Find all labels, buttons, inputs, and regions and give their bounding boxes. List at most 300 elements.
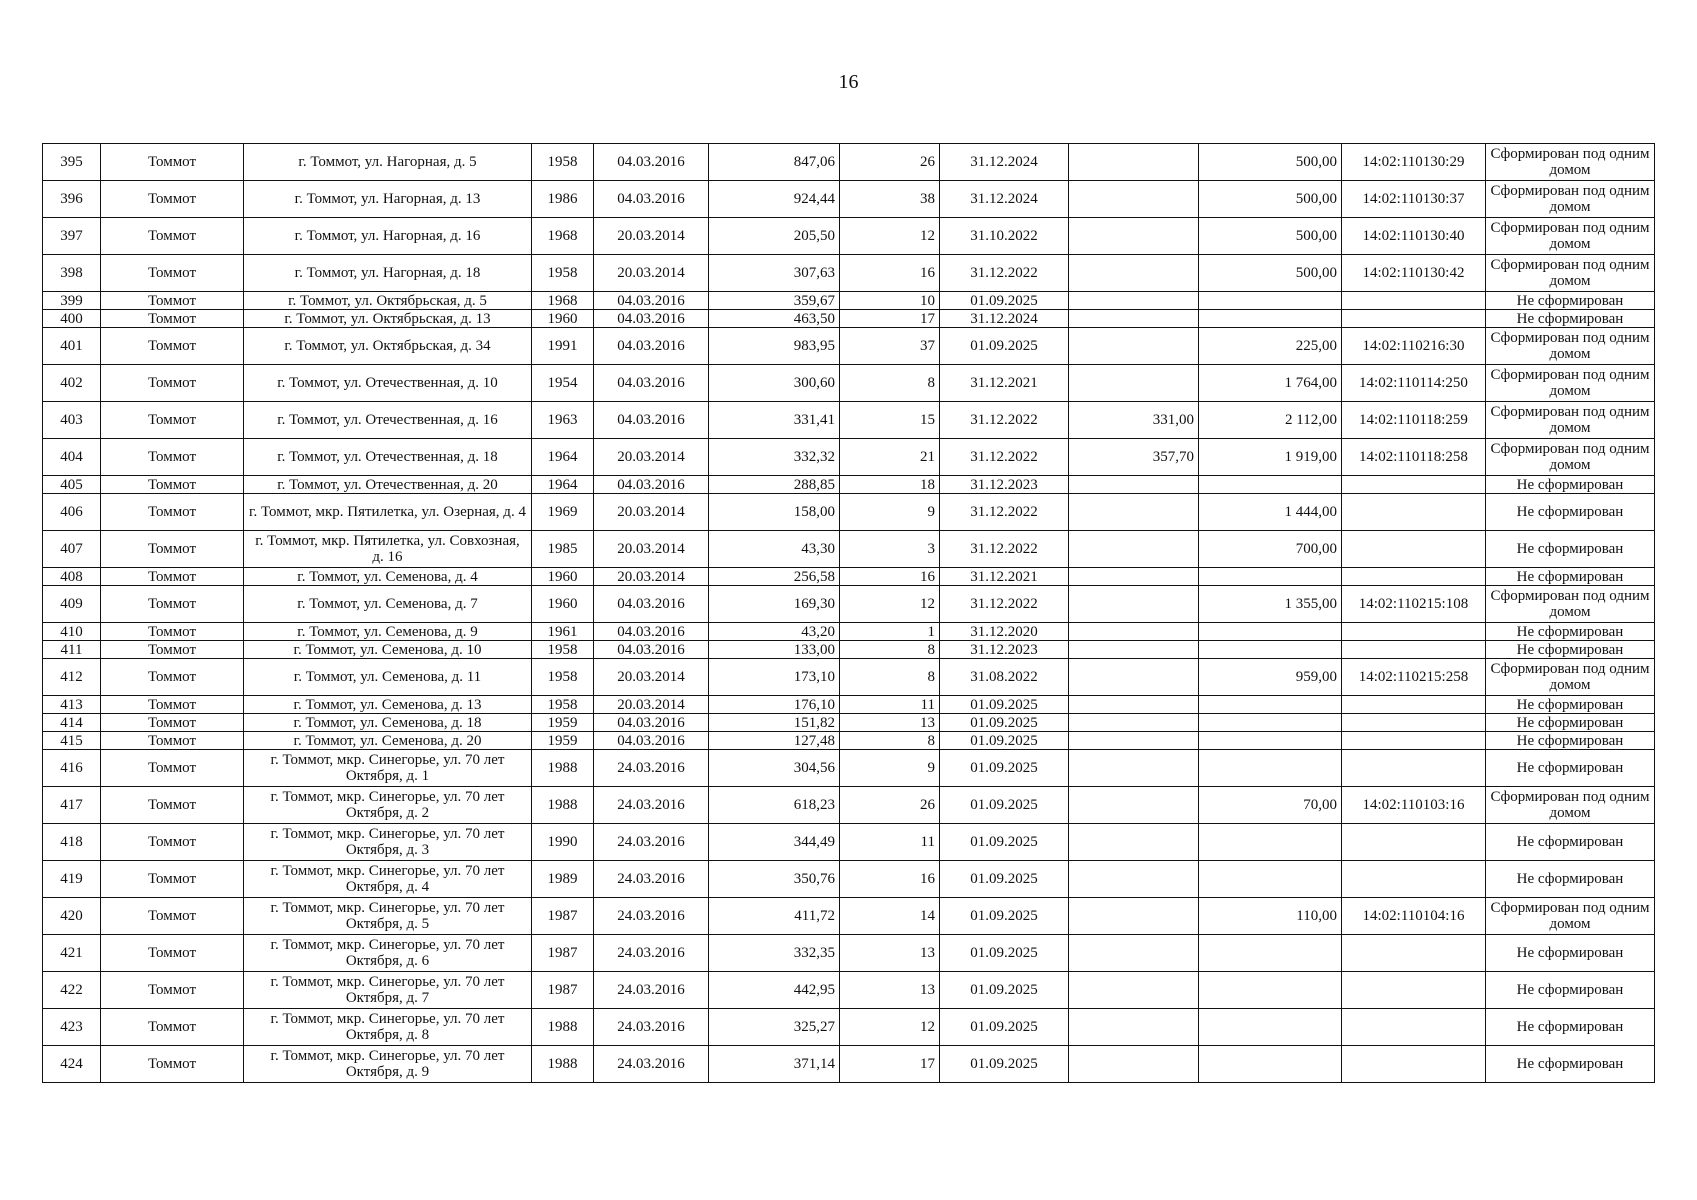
cell-value-a bbox=[1069, 623, 1199, 641]
page-number: 16 bbox=[838, 71, 859, 93]
cell-address: г. Томмот, мкр. Синегорье, ул. 70 лет Октября, д. 4 bbox=[244, 861, 532, 898]
cell-residents: 16 bbox=[840, 568, 940, 586]
cell-land-area bbox=[1199, 568, 1342, 586]
cell-deadline: 01.09.2025 bbox=[940, 714, 1069, 732]
table-row bbox=[43, 402, 1655, 439]
cell-area: 151,82 bbox=[709, 714, 840, 732]
table-row bbox=[43, 586, 1655, 623]
cell-status: Сформирован под одним домом bbox=[1486, 328, 1655, 365]
cell-city: Томмот bbox=[101, 586, 244, 623]
cell-residents: 12 bbox=[840, 586, 940, 623]
cell-cadastral-number bbox=[1342, 623, 1486, 641]
cell-deadline: 01.09.2025 bbox=[940, 898, 1069, 935]
cell-land-area bbox=[1199, 1046, 1342, 1083]
cell-land-area: 700,00 bbox=[1199, 531, 1342, 568]
cell-land-area: 1 764,00 bbox=[1199, 365, 1342, 402]
table-row bbox=[43, 255, 1655, 292]
table-row bbox=[43, 292, 1655, 310]
cell-cadastral-number: 14:02:110104:16 bbox=[1342, 898, 1486, 935]
cell-city: Томмот bbox=[101, 328, 244, 365]
cell-land-area bbox=[1199, 732, 1342, 750]
table-row bbox=[43, 824, 1655, 861]
cell-year-built: 1958 bbox=[532, 696, 594, 714]
cell-date: 04.03.2016 bbox=[594, 623, 709, 641]
cell-land-area: 500,00 bbox=[1199, 218, 1342, 255]
cell-value-a bbox=[1069, 750, 1199, 787]
cell-date: 04.03.2016 bbox=[594, 181, 709, 218]
cell-address: г. Томмот, ул. Октябрьская, д. 13 bbox=[244, 310, 532, 328]
cell-residents: 16 bbox=[840, 255, 940, 292]
cell-address: г. Томмот, мкр. Синегорье, ул. 70 лет Октября, д. 3 bbox=[244, 824, 532, 861]
table-body bbox=[43, 144, 1655, 1083]
cell-deadline: 01.09.2025 bbox=[940, 935, 1069, 972]
table-row bbox=[43, 310, 1655, 328]
cell-year-built: 1960 bbox=[532, 586, 594, 623]
cell-row-number: 415 bbox=[43, 732, 101, 750]
cell-area: 43,30 bbox=[709, 531, 840, 568]
cell-date: 20.03.2014 bbox=[594, 494, 709, 531]
cell-residents: 8 bbox=[840, 641, 940, 659]
table-row bbox=[43, 1009, 1655, 1046]
cell-area: 350,76 bbox=[709, 861, 840, 898]
cell-status: Не сформирован bbox=[1486, 292, 1655, 310]
cell-date: 20.03.2014 bbox=[594, 439, 709, 476]
cell-residents: 21 bbox=[840, 439, 940, 476]
cell-row-number: 421 bbox=[43, 935, 101, 972]
cell-area: 442,95 bbox=[709, 972, 840, 1009]
cell-city: Томмот bbox=[101, 1046, 244, 1083]
cell-value-a bbox=[1069, 1046, 1199, 1083]
cell-row-number: 402 bbox=[43, 365, 101, 402]
cell-date: 24.03.2016 bbox=[594, 750, 709, 787]
table-row bbox=[43, 696, 1655, 714]
cell-land-area bbox=[1199, 861, 1342, 898]
cell-row-number: 408 bbox=[43, 568, 101, 586]
cell-year-built: 1985 bbox=[532, 531, 594, 568]
cell-area: 983,95 bbox=[709, 328, 840, 365]
cell-year-built: 1961 bbox=[532, 623, 594, 641]
cell-date: 20.03.2014 bbox=[594, 255, 709, 292]
cell-residents: 38 bbox=[840, 181, 940, 218]
cell-cadastral-number: 14:02:110130:42 bbox=[1342, 255, 1486, 292]
cell-status: Не сформирован bbox=[1486, 1046, 1655, 1083]
cell-address: г. Томмот, ул. Отечественная, д. 10 bbox=[244, 365, 532, 402]
cell-area: 288,85 bbox=[709, 476, 840, 494]
cell-status: Сформирован под одним домом bbox=[1486, 402, 1655, 439]
cell-status: Не сформирован bbox=[1486, 861, 1655, 898]
cell-row-number: 397 bbox=[43, 218, 101, 255]
table-row bbox=[43, 750, 1655, 787]
table-row bbox=[43, 787, 1655, 824]
cell-area: 359,67 bbox=[709, 292, 840, 310]
cell-date: 24.03.2016 bbox=[594, 861, 709, 898]
cell-date: 04.03.2016 bbox=[594, 144, 709, 181]
cell-status: Не сформирован bbox=[1486, 732, 1655, 750]
cell-area: 344,49 bbox=[709, 824, 840, 861]
cell-city: Томмот bbox=[101, 935, 244, 972]
cell-residents: 17 bbox=[840, 310, 940, 328]
cell-year-built: 1968 bbox=[532, 218, 594, 255]
table-row bbox=[43, 714, 1655, 732]
cell-area: 133,00 bbox=[709, 641, 840, 659]
cell-row-number: 416 bbox=[43, 750, 101, 787]
cell-deadline: 31.12.2023 bbox=[940, 641, 1069, 659]
cell-area: 371,14 bbox=[709, 1046, 840, 1083]
cell-value-a bbox=[1069, 861, 1199, 898]
cell-address: г. Томмот, ул. Октябрьская, д. 5 bbox=[244, 292, 532, 310]
cell-row-number: 395 bbox=[43, 144, 101, 181]
cell-cadastral-number bbox=[1342, 641, 1486, 659]
table-row bbox=[43, 732, 1655, 750]
cell-status: Сформирован под одним домом bbox=[1486, 144, 1655, 181]
cell-area: 127,48 bbox=[709, 732, 840, 750]
cell-year-built: 1989 bbox=[532, 861, 594, 898]
cell-land-area bbox=[1199, 935, 1342, 972]
cell-cadastral-number: 14:02:110215:258 bbox=[1342, 659, 1486, 696]
cell-date: 20.03.2014 bbox=[594, 696, 709, 714]
cell-value-a bbox=[1069, 568, 1199, 586]
cell-year-built: 1968 bbox=[532, 292, 594, 310]
cell-address: г. Томмот, ул. Семенова, д. 13 bbox=[244, 696, 532, 714]
cell-date: 24.03.2016 bbox=[594, 898, 709, 935]
cell-city: Томмот bbox=[101, 310, 244, 328]
cell-area: 205,50 bbox=[709, 218, 840, 255]
cell-cadastral-number bbox=[1342, 972, 1486, 1009]
cell-address: г. Томмот, мкр. Синегорье, ул. 70 лет Октября, д. 5 bbox=[244, 898, 532, 935]
cell-value-a bbox=[1069, 732, 1199, 750]
table-row bbox=[43, 659, 1655, 696]
cell-address: г. Томмот, мкр. Синегорье, ул. 70 лет Октября, д. 8 bbox=[244, 1009, 532, 1046]
cell-land-area bbox=[1199, 696, 1342, 714]
cell-value-a bbox=[1069, 824, 1199, 861]
cell-status: Сформирован под одним домом bbox=[1486, 181, 1655, 218]
cell-land-area bbox=[1199, 750, 1342, 787]
cell-year-built: 1960 bbox=[532, 568, 594, 586]
cell-row-number: 419 bbox=[43, 861, 101, 898]
cell-cadastral-number: 14:02:110130:29 bbox=[1342, 144, 1486, 181]
cell-deadline: 31.12.2022 bbox=[940, 255, 1069, 292]
cell-status: Не сформирован bbox=[1486, 310, 1655, 328]
cell-deadline: 31.12.2022 bbox=[940, 439, 1069, 476]
cell-area: 463,50 bbox=[709, 310, 840, 328]
cell-city: Томмот bbox=[101, 641, 244, 659]
cell-date: 04.03.2016 bbox=[594, 365, 709, 402]
cell-city: Томмот bbox=[101, 972, 244, 1009]
cell-status: Не сформирован bbox=[1486, 696, 1655, 714]
cell-area: 325,27 bbox=[709, 1009, 840, 1046]
cell-area: 332,35 bbox=[709, 935, 840, 972]
cell-cadastral-number bbox=[1342, 1009, 1486, 1046]
cell-city: Томмот bbox=[101, 787, 244, 824]
cell-land-area: 1 444,00 bbox=[1199, 494, 1342, 531]
cell-residents: 15 bbox=[840, 402, 940, 439]
cell-deadline: 31.10.2022 bbox=[940, 218, 1069, 255]
cell-address: г. Томмот, мкр. Синегорье, ул. 70 лет Октября, д. 1 bbox=[244, 750, 532, 787]
cell-land-area: 959,00 bbox=[1199, 659, 1342, 696]
cell-area: 411,72 bbox=[709, 898, 840, 935]
cell-value-a bbox=[1069, 1009, 1199, 1046]
cell-residents: 12 bbox=[840, 1009, 940, 1046]
cell-address: г. Томмот, мкр. Синегорье, ул. 70 лет Октября, д. 6 bbox=[244, 935, 532, 972]
table-row bbox=[43, 365, 1655, 402]
cell-year-built: 1988 bbox=[532, 787, 594, 824]
cell-row-number: 410 bbox=[43, 623, 101, 641]
cell-residents: 1 bbox=[840, 623, 940, 641]
cell-city: Томмот bbox=[101, 732, 244, 750]
cell-year-built: 1963 bbox=[532, 402, 594, 439]
cell-date: 04.03.2016 bbox=[594, 402, 709, 439]
cell-value-a bbox=[1069, 476, 1199, 494]
cell-value-a bbox=[1069, 328, 1199, 365]
cell-cadastral-number bbox=[1342, 494, 1486, 531]
cell-status: Не сформирован bbox=[1486, 476, 1655, 494]
cell-deadline: 01.09.2025 bbox=[940, 292, 1069, 310]
cell-area: 307,63 bbox=[709, 255, 840, 292]
table-row bbox=[43, 494, 1655, 531]
cell-residents: 37 bbox=[840, 328, 940, 365]
cell-date: 24.03.2016 bbox=[594, 787, 709, 824]
cell-cadastral-number bbox=[1342, 1046, 1486, 1083]
cell-address: г. Томмот, ул. Отечественная, д. 20 bbox=[244, 476, 532, 494]
cell-deadline: 31.12.2024 bbox=[940, 181, 1069, 218]
cell-land-area: 500,00 bbox=[1199, 181, 1342, 218]
cell-city: Томмот bbox=[101, 568, 244, 586]
cell-residents: 8 bbox=[840, 659, 940, 696]
cell-date: 24.03.2016 bbox=[594, 1009, 709, 1046]
cell-residents: 11 bbox=[840, 696, 940, 714]
cell-status: Не сформирован bbox=[1486, 494, 1655, 531]
cell-row-number: 405 bbox=[43, 476, 101, 494]
cell-value-a bbox=[1069, 696, 1199, 714]
cell-city: Томмот bbox=[101, 439, 244, 476]
cell-land-area: 1 355,00 bbox=[1199, 586, 1342, 623]
cell-status: Не сформирован bbox=[1486, 641, 1655, 659]
cell-year-built: 1959 bbox=[532, 732, 594, 750]
cell-value-a bbox=[1069, 531, 1199, 568]
cell-row-number: 417 bbox=[43, 787, 101, 824]
cell-residents: 8 bbox=[840, 732, 940, 750]
cell-address: г. Томмот, ул. Семенова, д. 18 bbox=[244, 714, 532, 732]
cell-row-number: 413 bbox=[43, 696, 101, 714]
cell-residents: 14 bbox=[840, 898, 940, 935]
cell-residents: 26 bbox=[840, 787, 940, 824]
cell-address: г. Томмот, ул. Семенова, д. 10 bbox=[244, 641, 532, 659]
cell-area: 331,41 bbox=[709, 402, 840, 439]
cell-value-a bbox=[1069, 255, 1199, 292]
cell-land-area bbox=[1199, 1009, 1342, 1046]
cell-status: Не сформирован bbox=[1486, 824, 1655, 861]
cell-cadastral-number: 14:02:110130:40 bbox=[1342, 218, 1486, 255]
cell-date: 24.03.2016 bbox=[594, 1046, 709, 1083]
cell-area: 176,10 bbox=[709, 696, 840, 714]
cell-area: 618,23 bbox=[709, 787, 840, 824]
cell-city: Томмот bbox=[101, 750, 244, 787]
cell-row-number: 423 bbox=[43, 1009, 101, 1046]
cell-deadline: 31.12.2021 bbox=[940, 365, 1069, 402]
cell-deadline: 31.12.2024 bbox=[940, 144, 1069, 181]
cell-deadline: 31.08.2022 bbox=[940, 659, 1069, 696]
cell-value-a bbox=[1069, 365, 1199, 402]
cell-row-number: 406 bbox=[43, 494, 101, 531]
table-row bbox=[43, 218, 1655, 255]
cell-year-built: 1969 bbox=[532, 494, 594, 531]
cell-residents: 13 bbox=[840, 972, 940, 1009]
cell-status: Сформирован под одним домом bbox=[1486, 787, 1655, 824]
cell-deadline: 31.12.2022 bbox=[940, 402, 1069, 439]
cell-land-area: 500,00 bbox=[1199, 144, 1342, 181]
cell-status: Не сформирован bbox=[1486, 750, 1655, 787]
cell-area: 304,56 bbox=[709, 750, 840, 787]
housing-registry-table bbox=[42, 143, 1655, 1083]
cell-city: Томмот bbox=[101, 623, 244, 641]
cell-deadline: 01.09.2025 bbox=[940, 1046, 1069, 1083]
cell-land-area bbox=[1199, 623, 1342, 641]
cell-row-number: 407 bbox=[43, 531, 101, 568]
cell-row-number: 401 bbox=[43, 328, 101, 365]
cell-cadastral-number bbox=[1342, 824, 1486, 861]
table-row bbox=[43, 439, 1655, 476]
cell-residents: 18 bbox=[840, 476, 940, 494]
cell-value-a bbox=[1069, 144, 1199, 181]
cell-land-area: 110,00 bbox=[1199, 898, 1342, 935]
cell-area: 158,00 bbox=[709, 494, 840, 531]
cell-row-number: 398 bbox=[43, 255, 101, 292]
cell-deadline: 01.09.2025 bbox=[940, 787, 1069, 824]
cell-value-a bbox=[1069, 494, 1199, 531]
cell-land-area bbox=[1199, 292, 1342, 310]
cell-status: Сформирован под одним домом bbox=[1486, 218, 1655, 255]
cell-deadline: 01.09.2025 bbox=[940, 972, 1069, 1009]
cell-year-built: 1990 bbox=[532, 824, 594, 861]
cell-date: 04.03.2016 bbox=[594, 476, 709, 494]
cell-land-area bbox=[1199, 972, 1342, 1009]
cell-residents: 3 bbox=[840, 531, 940, 568]
cell-year-built: 1958 bbox=[532, 659, 594, 696]
cell-row-number: 403 bbox=[43, 402, 101, 439]
cell-year-built: 1954 bbox=[532, 365, 594, 402]
table-row bbox=[43, 328, 1655, 365]
cell-address: г. Томмот, мкр. Синегорье, ул. 70 лет Октября, д. 2 bbox=[244, 787, 532, 824]
cell-cadastral-number: 14:02:110118:259 bbox=[1342, 402, 1486, 439]
cell-value-a bbox=[1069, 898, 1199, 935]
table-row bbox=[43, 568, 1655, 586]
cell-date: 04.03.2016 bbox=[594, 310, 709, 328]
cell-date: 04.03.2016 bbox=[594, 714, 709, 732]
cell-address: г. Томмот, ул. Нагорная, д. 5 bbox=[244, 144, 532, 181]
cell-value-a bbox=[1069, 787, 1199, 824]
cell-cadastral-number bbox=[1342, 732, 1486, 750]
cell-year-built: 1988 bbox=[532, 1009, 594, 1046]
cell-year-built: 1987 bbox=[532, 898, 594, 935]
cell-area: 847,06 bbox=[709, 144, 840, 181]
cell-address: г. Томмот, мкр. Синегорье, ул. 70 лет Октября, д. 9 bbox=[244, 1046, 532, 1083]
cell-city: Томмот bbox=[101, 696, 244, 714]
cell-address: г. Томмот, ул. Октябрьская, д. 34 bbox=[244, 328, 532, 365]
cell-date: 24.03.2016 bbox=[594, 935, 709, 972]
cell-area: 169,30 bbox=[709, 586, 840, 623]
table-row bbox=[43, 641, 1655, 659]
cell-status: Сформирован под одним домом bbox=[1486, 586, 1655, 623]
cell-value-a bbox=[1069, 714, 1199, 732]
cell-cadastral-number bbox=[1342, 531, 1486, 568]
cell-city: Томмот bbox=[101, 292, 244, 310]
table-row bbox=[43, 935, 1655, 972]
cell-cadastral-number bbox=[1342, 696, 1486, 714]
cell-row-number: 396 bbox=[43, 181, 101, 218]
cell-deadline: 01.09.2025 bbox=[940, 328, 1069, 365]
cell-date: 04.03.2016 bbox=[594, 292, 709, 310]
cell-date: 04.03.2016 bbox=[594, 641, 709, 659]
table-row bbox=[43, 898, 1655, 935]
cell-deadline: 01.09.2025 bbox=[940, 824, 1069, 861]
cell-cadastral-number: 14:02:110103:16 bbox=[1342, 787, 1486, 824]
cell-year-built: 1991 bbox=[532, 328, 594, 365]
cell-city: Томмот bbox=[101, 144, 244, 181]
cell-date: 20.03.2014 bbox=[594, 531, 709, 568]
cell-cadastral-number bbox=[1342, 750, 1486, 787]
cell-year-built: 1958 bbox=[532, 641, 594, 659]
table-row bbox=[43, 181, 1655, 218]
cell-status: Сформирован под одним домом bbox=[1486, 898, 1655, 935]
cell-city: Томмот bbox=[101, 476, 244, 494]
cell-status: Не сформирован bbox=[1486, 531, 1655, 568]
cell-deadline: 01.09.2025 bbox=[940, 861, 1069, 898]
cell-cadastral-number bbox=[1342, 476, 1486, 494]
cell-value-a bbox=[1069, 310, 1199, 328]
cell-cadastral-number: 14:02:110216:30 bbox=[1342, 328, 1486, 365]
cell-year-built: 1988 bbox=[532, 1046, 594, 1083]
cell-land-area: 70,00 bbox=[1199, 787, 1342, 824]
cell-status: Сформирован под одним домом bbox=[1486, 439, 1655, 476]
cell-residents: 12 bbox=[840, 218, 940, 255]
cell-year-built: 1964 bbox=[532, 476, 594, 494]
cell-address: г. Томмот, ул. Семенова, д. 11 bbox=[244, 659, 532, 696]
cell-status: Не сформирован bbox=[1486, 972, 1655, 1009]
cell-cadastral-number: 14:02:110215:108 bbox=[1342, 586, 1486, 623]
cell-area: 332,32 bbox=[709, 439, 840, 476]
cell-residents: 17 bbox=[840, 1046, 940, 1083]
cell-cadastral-number bbox=[1342, 861, 1486, 898]
cell-residents: 26 bbox=[840, 144, 940, 181]
cell-address: г. Томмот, ул. Семенова, д. 4 bbox=[244, 568, 532, 586]
cell-address: г. Томмот, мкр. Пятилетка, ул. Совхозная, д. 16 bbox=[244, 531, 532, 568]
cell-date: 04.03.2016 bbox=[594, 732, 709, 750]
cell-value-a bbox=[1069, 641, 1199, 659]
cell-row-number: 411 bbox=[43, 641, 101, 659]
table-row bbox=[43, 476, 1655, 494]
cell-status: Не сформирован bbox=[1486, 935, 1655, 972]
cell-cadastral-number bbox=[1342, 310, 1486, 328]
cell-residents: 13 bbox=[840, 714, 940, 732]
cell-value-a bbox=[1069, 292, 1199, 310]
cell-address: г. Томмот, ул. Семенова, д. 20 bbox=[244, 732, 532, 750]
cell-row-number: 424 bbox=[43, 1046, 101, 1083]
cell-status: Сформирован под одним домом bbox=[1486, 365, 1655, 402]
cell-status: Сформирован под одним домом bbox=[1486, 659, 1655, 696]
cell-city: Томмот bbox=[101, 255, 244, 292]
cell-value-a bbox=[1069, 935, 1199, 972]
cell-land-area: 500,00 bbox=[1199, 255, 1342, 292]
cell-year-built: 1987 bbox=[532, 935, 594, 972]
cell-area: 43,20 bbox=[709, 623, 840, 641]
cell-cadastral-number: 14:02:110114:250 bbox=[1342, 365, 1486, 402]
cell-year-built: 1964 bbox=[532, 439, 594, 476]
cell-cadastral-number bbox=[1342, 935, 1486, 972]
cell-residents: 16 bbox=[840, 861, 940, 898]
cell-city: Томмот bbox=[101, 181, 244, 218]
cell-city: Томмот bbox=[101, 218, 244, 255]
cell-status: Сформирован под одним домом bbox=[1486, 255, 1655, 292]
